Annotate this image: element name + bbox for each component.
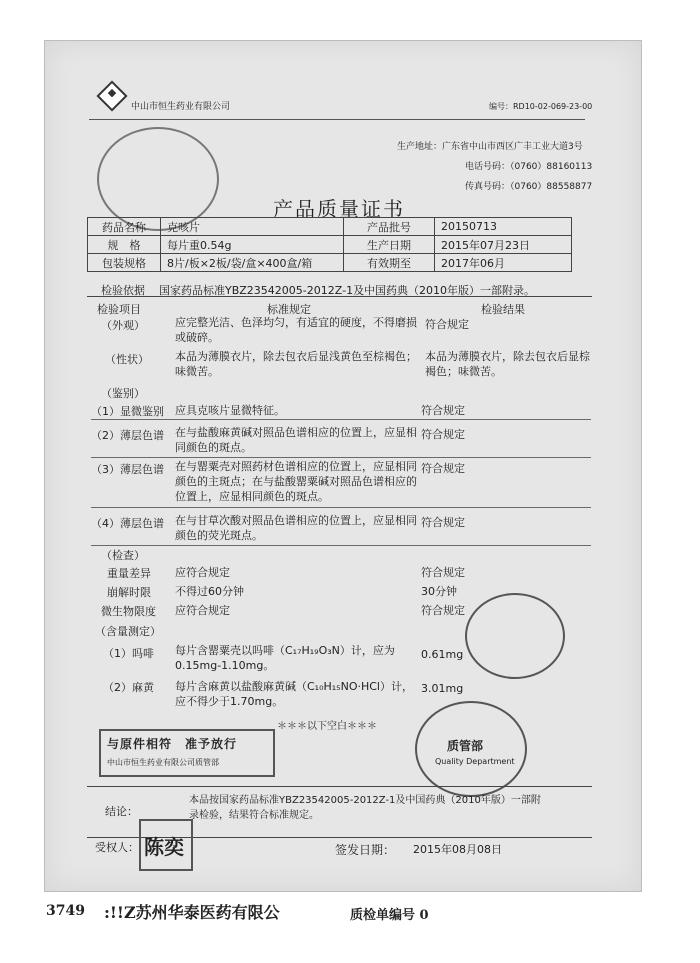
release-stamp-line2: 中山市恒生药业有限公司质管部 xyxy=(107,758,219,767)
qa-seal-text: 质管部 xyxy=(447,739,484,753)
footer-sheet-number: 质检单编号 0 xyxy=(350,908,429,923)
row-divider xyxy=(91,419,591,420)
info-row xyxy=(88,254,572,272)
character-standard: 本品为薄膜衣片，除去包衣后显浅黄色至棕褐色；味微苦。 xyxy=(175,350,417,378)
conclusion-text: 本品按国家药品标准YBZ23542005-2012Z-1及中国药典（2010年版）一部附录检验，结果符合标准规定。 xyxy=(189,795,541,821)
inspect-label: 崩解时限 xyxy=(107,586,151,599)
fax-number: 传真号码：（0760）88558877 xyxy=(465,182,593,192)
certificate-sheet xyxy=(44,40,642,892)
assay-result: 3.01mg xyxy=(421,682,464,695)
info-label: 规 格 xyxy=(88,236,161,254)
assay-label: （1）吗啡 xyxy=(103,647,154,660)
inspect-standard: 应符合规定 xyxy=(175,604,230,617)
info-row xyxy=(88,236,572,254)
release-stamp xyxy=(99,729,275,777)
inspect-result: 30分钟 xyxy=(421,585,457,598)
inspect-standard: 应符合规定 xyxy=(175,566,230,579)
issue-date-label: 签发日期： xyxy=(335,843,396,857)
ident-result: 符合规定 xyxy=(421,404,465,417)
ident-standard: 在与盐酸麻黄碱对照品色谱相应的位置上，应显相同颜色的斑点。 xyxy=(175,426,417,454)
doc-number: 编号：RD10-02-069-23-00 xyxy=(489,102,593,111)
page-title: 产品质量证书 xyxy=(273,197,405,221)
appearance-result: 符合规定 xyxy=(425,318,469,331)
info-label: 生产日期 xyxy=(344,236,435,254)
ident-result: 符合规定 xyxy=(421,462,465,475)
col-standard-header: 标准规定 xyxy=(267,303,311,316)
info-value: 2015年07月23日 xyxy=(435,236,572,254)
inspect-label: 重量差异 xyxy=(107,567,151,580)
company-name: 中山市恒生药业有限公司 xyxy=(131,102,231,112)
authorized-label: 受权人： xyxy=(95,841,139,854)
inspection-basis xyxy=(87,282,592,297)
company-logo-icon xyxy=(96,80,127,111)
info-label: 药品名称 xyxy=(88,218,161,236)
section-identification: （鉴别） xyxy=(101,387,145,400)
section-character: （性状） xyxy=(105,353,149,366)
basis-label: 检验依据 xyxy=(101,284,145,297)
issue-date-value: 2015年08月08日 xyxy=(413,843,502,856)
col-item-header: 检验项目 xyxy=(97,303,141,316)
product-info-table xyxy=(87,217,572,272)
inspect-result: 符合规定 xyxy=(421,604,465,617)
basis-value: 国家药品标准YBZ23542005-2012Z-1及中国药典（2010年版）一部附录。 xyxy=(159,284,536,297)
row-divider xyxy=(91,507,591,508)
section-inspection: （检查） xyxy=(101,549,145,562)
conclusion-label: 结论： xyxy=(105,805,138,818)
info-value: 20150713 xyxy=(435,218,572,236)
assay-result: 0.61mg xyxy=(421,648,464,661)
ident-standard: 在与罂粟壳对照药材色谱相应的位置上，应显相同颜色的主斑点；在与盐酸罂粟碱对照品色谱相应的位置上，应显相同颜色的斑点。 xyxy=(175,460,417,503)
signature-stamp xyxy=(139,819,193,871)
row-divider xyxy=(91,545,591,546)
info-label: 包装规格 xyxy=(88,254,161,272)
section-assay: （含量测定） xyxy=(95,625,161,638)
inspect-label: 微生物限度 xyxy=(101,605,156,618)
info-label: 有效期至 xyxy=(344,254,435,272)
assay-standard: 每片含麻黄以盐酸麻黄碱（C₁₀H₁₅NO·HCl）计，应不得少于1.70mg。 xyxy=(175,680,413,708)
row-divider xyxy=(91,457,591,458)
header-divider xyxy=(89,119,585,120)
appearance-standard: 应完整光洁、色泽均匀，有适宜的硬度，不得磨损或破碎。 xyxy=(175,316,417,344)
ident-standard: 应具克咳片显微特征。 xyxy=(175,404,285,417)
qa-seal-subtext: Quality Department xyxy=(435,757,515,766)
assay-standard: 每片含罂粟壳以吗啡（C₁₇H₁₉O₃N）计，应为0.15mg-1.10mg。 xyxy=(175,644,395,672)
inspect-result: 符合规定 xyxy=(421,566,465,579)
info-label: 产品批号 xyxy=(344,218,435,236)
col-result-header: 检验结果 xyxy=(481,303,525,316)
info-value: 8片/板×2板/袋/盒×400盒/箱 xyxy=(161,254,344,272)
ident-label: （3）薄层色谱 xyxy=(91,463,164,476)
ident-standard: 在与甘草次酸对照品色谱相应的位置上，应显相同颜色的荧光斑点。 xyxy=(175,514,417,542)
ident-label: （4）薄层色谱 xyxy=(91,517,164,530)
info-value: 克咳片 xyxy=(161,218,344,236)
footer-number: 3749 xyxy=(46,903,85,919)
production-address: 生产地址：广东省中山市西区广丰工业大道3号 xyxy=(397,142,583,152)
info-value: 每片重0.54g xyxy=(161,236,344,254)
lot-seal-icon xyxy=(465,593,565,679)
ident-label: （2）薄层色谱 xyxy=(91,429,164,442)
footer-company: :!!Z苏州华泰医药有限公 xyxy=(104,903,280,922)
ident-label: （1）显微鉴别 xyxy=(91,405,164,418)
character-result: 本品为薄膜衣片，除去包衣后显棕褐色；味微苦。 xyxy=(425,350,590,378)
info-row xyxy=(88,218,572,236)
ident-result: 符合规定 xyxy=(421,428,465,441)
release-stamp-line1: 与原件相符 准予放行 xyxy=(107,737,238,751)
info-value: 2017年06月 xyxy=(435,254,572,272)
signature-text: 陈奕 xyxy=(144,835,184,859)
section-appearance: （外观） xyxy=(101,319,145,332)
blank-note: ＊＊＊以下空白＊＊＊ xyxy=(277,721,377,732)
ident-result: 符合规定 xyxy=(421,516,465,529)
faded-seal-icon xyxy=(97,127,219,231)
qa-department-seal xyxy=(415,701,527,797)
phone-number: 电话号码：（0760）88160113 xyxy=(465,162,593,172)
inspect-standard: 不得过60分钟 xyxy=(175,585,244,598)
assay-label: （2）麻黄 xyxy=(103,681,154,694)
